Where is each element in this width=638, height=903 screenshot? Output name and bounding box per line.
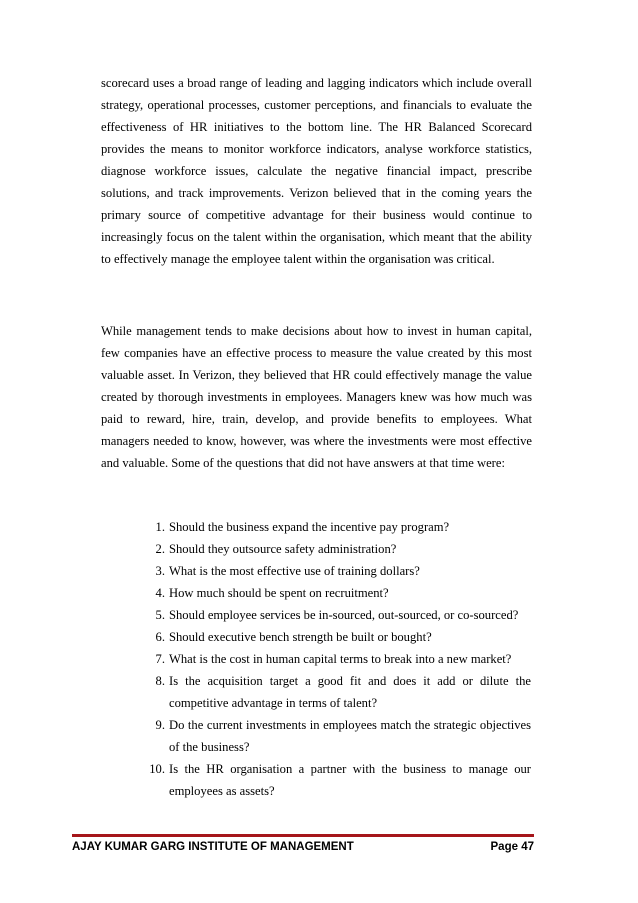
body-paragraph-2: While management tends to make decisions about how to invest in human capital, few companies have an effective process to measure the value created by this most valuable asset. In Verizon, they believed that HR could effectively manage the value created by thorough investments in employees. Managers knew was how much was paid to reward, hire, train, develop, and provide benefits to employees. What managers needed to know, however, was where the investments were most effective and valuable. Some of the questions that did not have answers at that time were: [101,324,532,470]
list-item-number: 5. [155,608,165,622]
list-item [131,648,531,670]
list-item [131,582,531,604]
page-number: Page 47 [490,841,534,853]
body-paragraph-1: scorecard uses a broad range of leading and lagging indicators which include overall strategy, operational processes, customer perceptions, and financials to evaluate the effectiveness of HR initiatives to the bottom line. The HR Balanced Scorecard provides the means to monitor workforce indicators, analyse workforce statistics, diagnose workforce issues, calculate the negative financial impact, prescribe solutions, and track improvements. Verizon believed that in the coming years the primary source of competitive advantage for their business would continue to increasingly focus on the talent within the organisation, which meant that the ability to effectively manage the employee talent within the organisation was critical. [101,76,532,266]
list-item-text: Do the current investments in employees match the strategic objectives of the business? [169,718,531,754]
list-item-text: What is the most effective use of training dollars? [169,564,420,578]
list-item-number: 9. [155,718,165,732]
list-item-text: Should employee services be in-sourced, out-sourced, or co-sourced? [169,608,519,622]
list-item [131,560,531,582]
list-item [131,626,531,648]
list-item-number: 3. [155,564,165,578]
list-item-text: Should the business expand the incentive pay program? [169,520,450,534]
list-item [131,714,531,758]
list-item-number: 2. [155,542,165,556]
list-item-number: 7. [155,652,165,666]
list-item-text: Should they outsource safety administration? [169,542,397,556]
list-item-text: Is the acquisition target a good fit and does it add or dilute the competitive advantage in terms of talent? [169,674,531,710]
list-item-number: 4. [155,586,165,600]
footer-institute-name: AJAY KUMAR GARG INSTITUTE OF MANAGEMENT [72,841,354,853]
list-item [131,516,531,538]
list-item-text: What is the cost in human capital terms to break into a new market? [169,652,512,666]
list-item-number: 8. [155,674,165,688]
list-item [131,670,531,714]
list-item-text: How much should be spent on recruitment? [169,586,389,600]
list-item [131,758,531,802]
list-item-number: 1. [155,520,165,534]
questions-list [131,516,531,802]
list-item-text: Is the HR organisation a partner with the business to manage our employees as assets? [169,762,531,798]
list-item [131,538,531,560]
page-footer [72,834,534,853]
list-item-number: 10. [149,762,165,776]
list-item-text: Should executive bench strength be built or bought? [169,630,432,644]
list-item [131,604,531,626]
list-item-number: 6. [155,630,165,644]
